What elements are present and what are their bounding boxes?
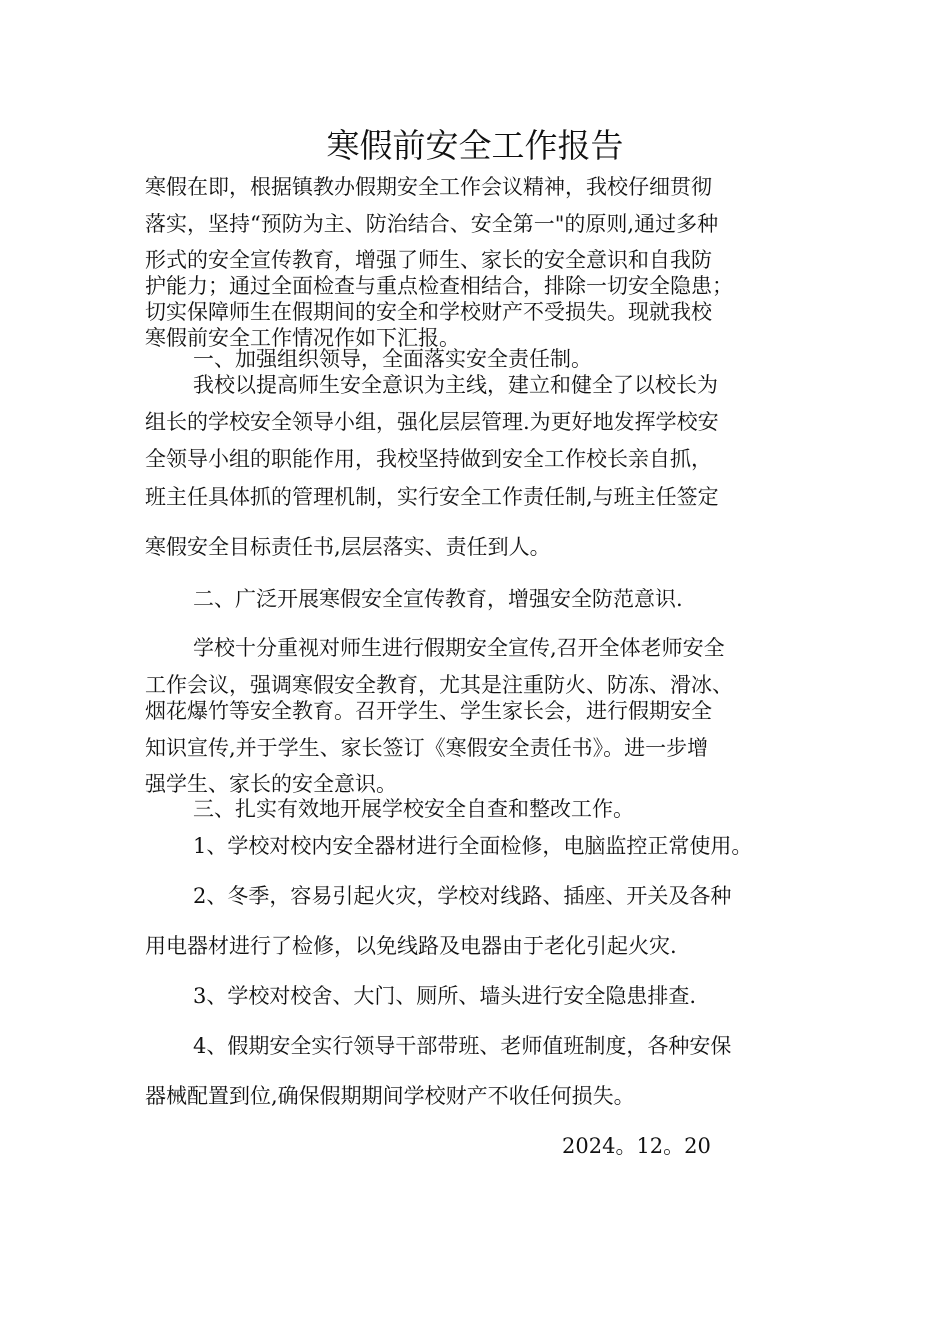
- body-line: 落实，坚持“预防为主、防治结合、安全第一"的原则,通过多种: [145, 212, 719, 236]
- section-heading: 二、广泛开展寒假安全宣传教育，增强安全防范意识.: [193, 587, 683, 611]
- list-item: 4、假期安全实行领导干部带班、老师值班制度，各种安保: [193, 1034, 732, 1058]
- body-line: 用电器材进行了检修，以免线路及电器由于老化引起火灾.: [145, 934, 677, 958]
- body-line: 护能力；通过全面检查与重点检查相结合，排除一切安全隐患；: [145, 274, 733, 298]
- body-line: 组长的学校安全领导小组，强化层层管理.为更好地发挥学校安: [145, 410, 719, 434]
- section-heading: 三、扎实有效地开展学校安全自查和整改工作。: [193, 797, 634, 821]
- body-line: 强学生、家长的安全意识。: [145, 772, 397, 796]
- body-line: 工作会议，强调寒假安全教育，尤其是注重防火、防冻、滑冰、: [145, 673, 733, 697]
- list-item: 3、学校对校舍、大门、厕所、墙头进行安全隐患排查.: [193, 984, 697, 1008]
- body-line: 器械配置到位,确保假期期间学校财产不收任何损失。: [145, 1084, 635, 1108]
- list-item: 2、冬季，容易引起火灾，学校对线路、插座、开关及各种: [193, 884, 732, 908]
- body-line: 班主任具体抓的管理机制，实行安全工作责任制,与班主任签定: [145, 485, 719, 509]
- body-line: 形式的安全宣传教育，增强了师生、家长的安全意识和自我防: [145, 248, 712, 272]
- body-line: 我校以提高师生安全意识为主线，建立和健全了以校长为: [193, 373, 718, 397]
- body-line: 寒假在即，根据镇教办假期安全工作会议精神，我校仔细贯彻: [145, 175, 712, 199]
- body-line: 寒假安全目标责任书,层层落实、责任到人。: [145, 535, 551, 559]
- body-line: 知识宣传,并于学生、家长签订《寒假安全责任书》。进一步增: [145, 736, 709, 760]
- list-item: 1、学校对校内安全器材进行全面检修，电脑监控正常使用。: [193, 834, 753, 858]
- body-line: 切实保障师生在假期间的安全和学校财产不受损失。现就我校: [145, 300, 712, 324]
- body-line: 学校十分重视对师生进行假期安全宣传,召开全体老师安全: [193, 636, 725, 660]
- section-heading: 一、加强组织领导，全面落实安全责任制。: [193, 347, 592, 371]
- body-line: 寒假前安全工作情况作如下汇报。: [145, 326, 460, 350]
- report-date: 2024。12。20: [562, 1134, 711, 1158]
- document-title: 寒假前安全工作报告: [326, 126, 624, 165]
- body-line: 全领导小组的职能作用，我校坚持做到安全工作校长亲自抓，: [145, 447, 712, 471]
- body-line: 烟花爆竹等安全教育。召开学生、学生家长会，进行假期安全: [145, 699, 712, 723]
